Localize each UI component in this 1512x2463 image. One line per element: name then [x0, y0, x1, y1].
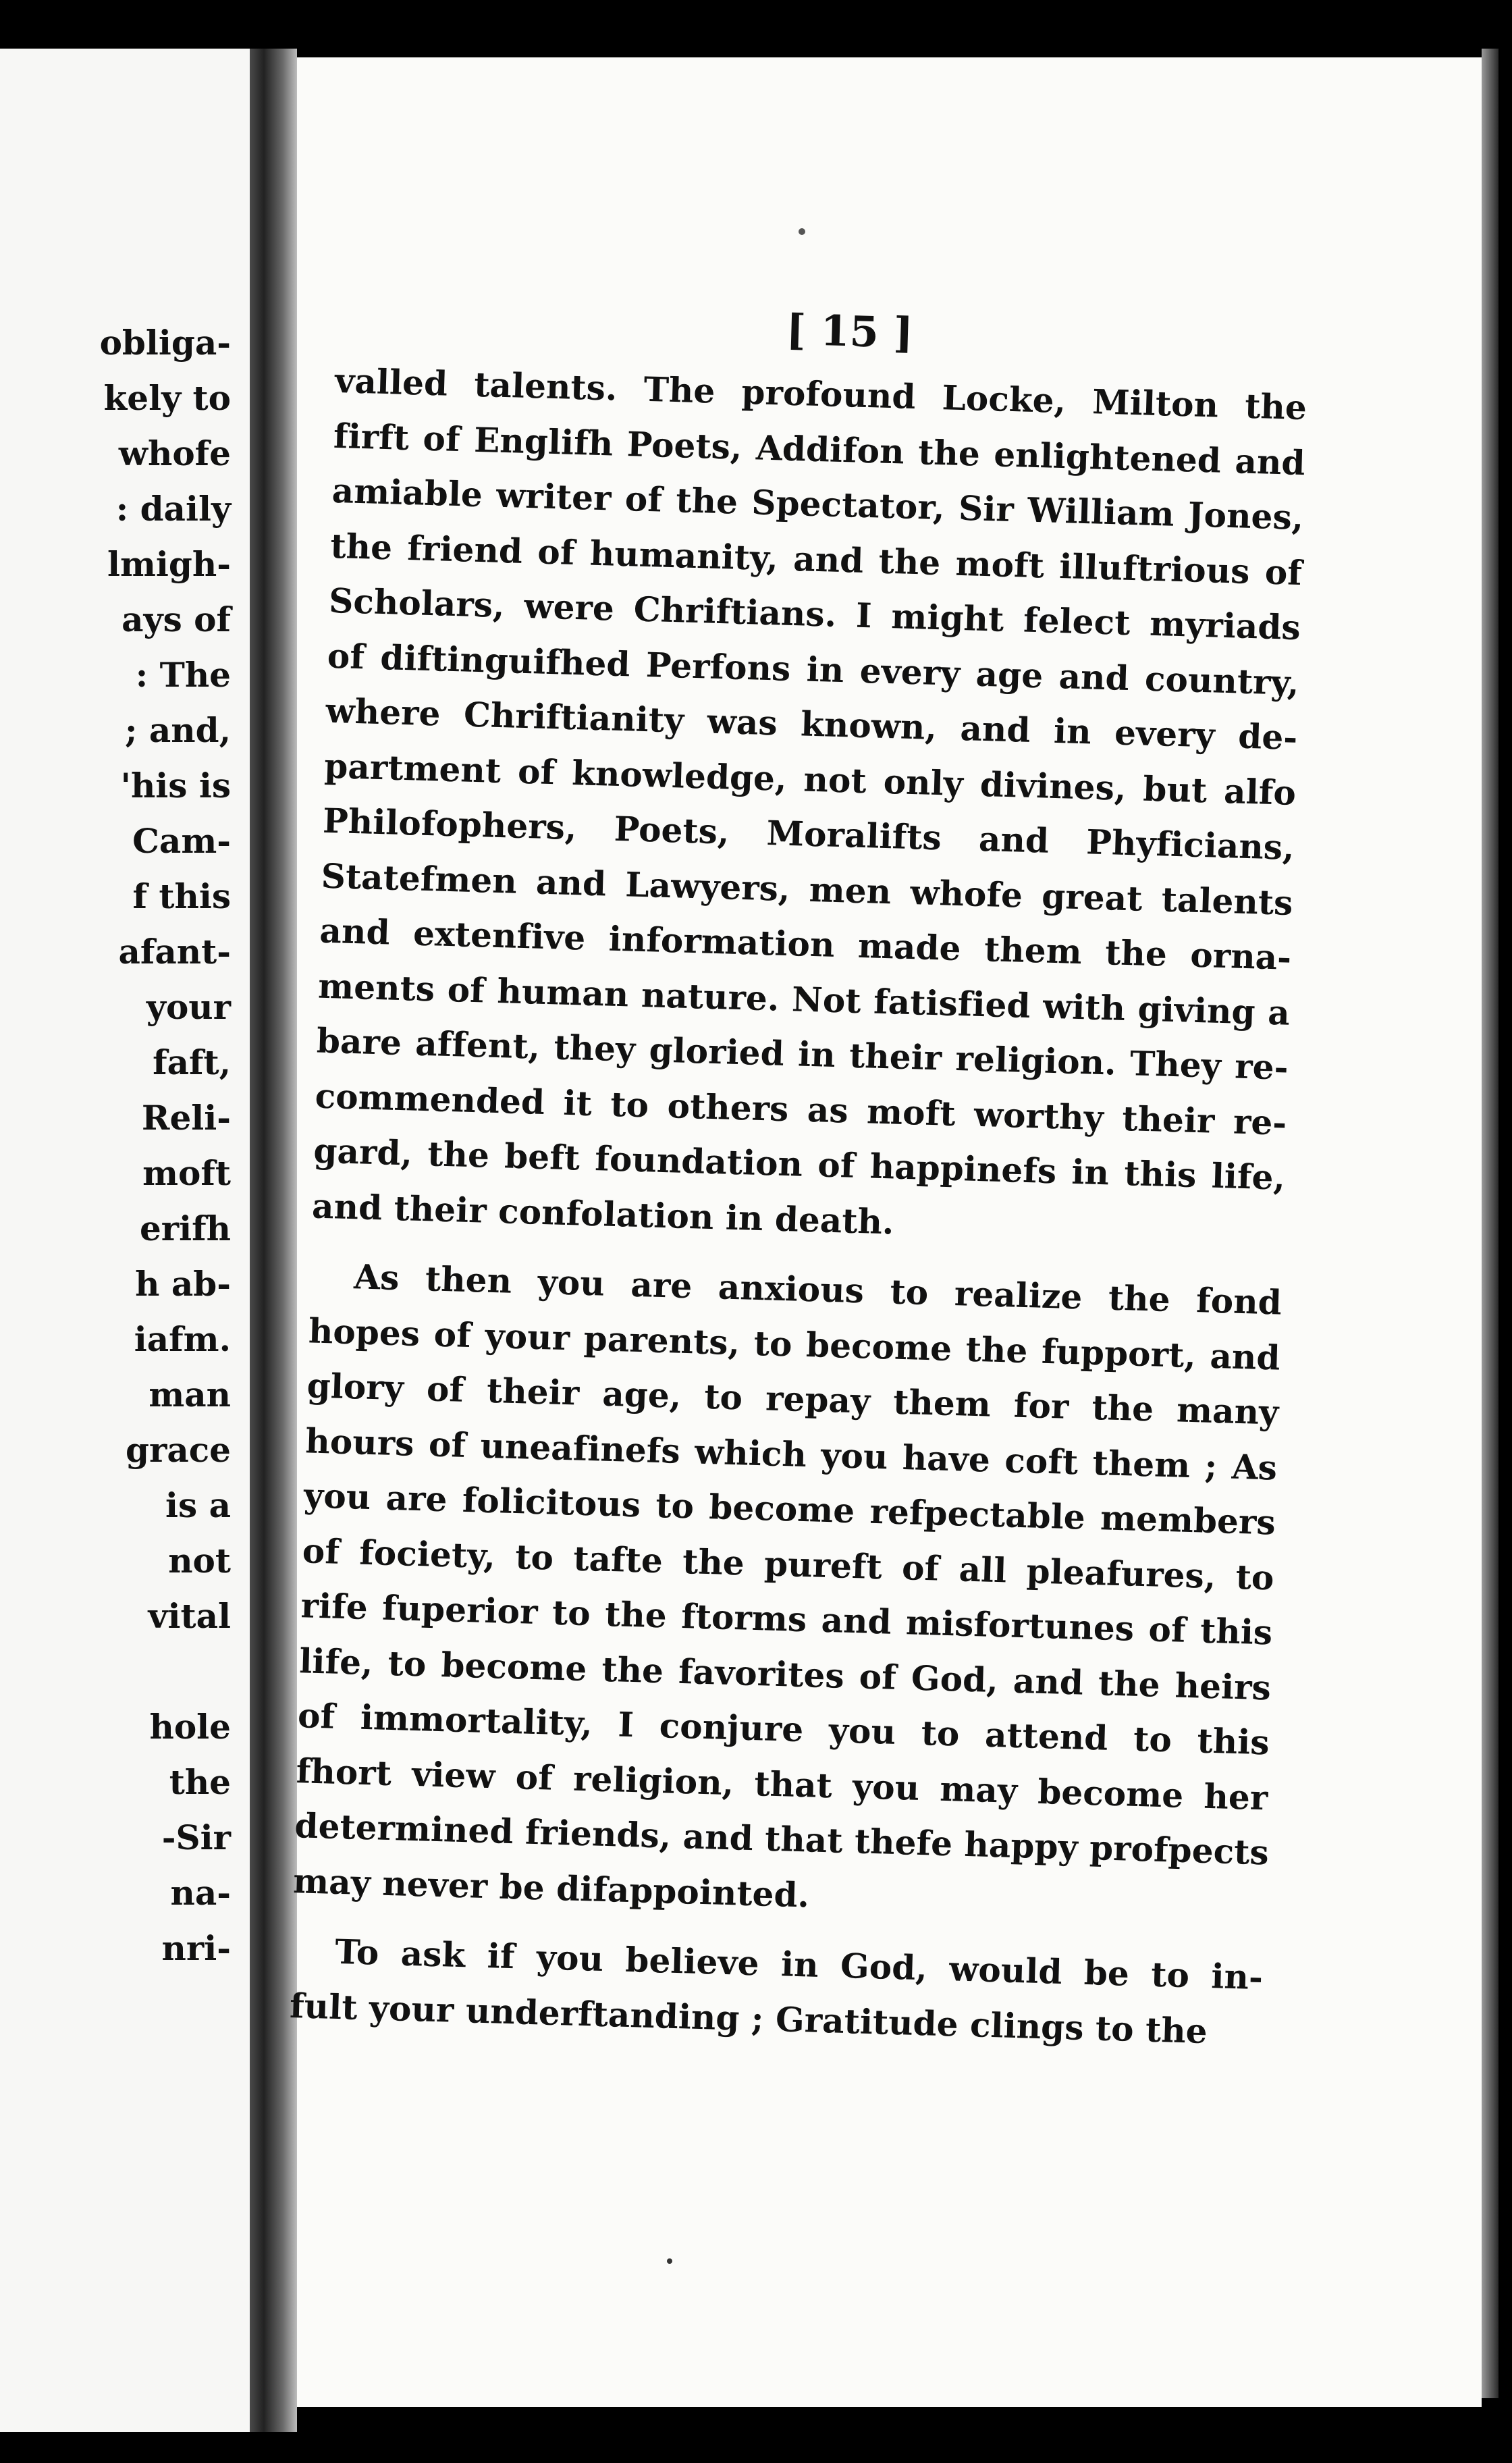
text-line: of immortality, I conjure you to attend to this [297, 1695, 1270, 1763]
page-number: [ 15 ] [785, 304, 914, 358]
text-line: glory of their age, to repay them for the many [306, 1365, 1280, 1433]
text-line: may never be difappointed. [292, 1860, 810, 1915]
text-line: Philofophers, Poets, Moralifts and Phyficians, [322, 800, 1295, 868]
left-page-line: man [148, 1375, 231, 1414]
left-page-line: : The [135, 655, 231, 695]
text-line: fult your underftanding ; Gratitude clings to the [289, 1985, 1208, 2051]
left-page-line: ays of [122, 600, 231, 639]
left-page-line: grace [126, 1430, 231, 1470]
text-line: amiable writer of the Spectator, Sir William Jones, [331, 470, 1305, 538]
left-page-text [0, 315, 231, 1976]
left-page-line: -Sir [161, 1818, 231, 1857]
left-page-line: na- [170, 1873, 231, 1913]
text-line: To ask if you believe in God, would be to in- [334, 1931, 1264, 1998]
text-line: life, to become the favorites of God, and the heirs [298, 1640, 1272, 1707]
left-page-line: faft, [153, 1042, 231, 1082]
left-page-line: h ab- [135, 1264, 231, 1304]
book-gutter [250, 49, 297, 2432]
left-page-line: not [168, 1541, 231, 1581]
left-page-line: Cam- [132, 821, 231, 861]
text-line: and extenfive information made them the orna- [319, 910, 1292, 978]
left-page-line: : daily [115, 489, 231, 529]
left-page-line [0, 1644, 231, 1699]
left-page-line: nri- [161, 1928, 231, 1968]
left-page-line: the [169, 1762, 231, 1802]
text-line: and their confolation in death. [311, 1185, 895, 1242]
text-line: you are folicitous to become refpectable members [303, 1475, 1276, 1543]
right-page-text-block [289, 294, 1309, 2060]
left-page-line: kely to [103, 378, 231, 418]
left-page-line: f this [132, 876, 231, 916]
text-line: Statefmen and Lawyers, men whofe great talents [321, 855, 1294, 923]
left-page-line: afant- [118, 932, 231, 972]
text-line: determined friends, and that thefe happy profpects [294, 1805, 1270, 1873]
text-line: gard, the beft foundation of happinefs in this life, [313, 1130, 1286, 1198]
text-line: valled talents. The profound Locke, Milton the [334, 360, 1307, 428]
text-line: hopes of your parents, to become the fupport, and [308, 1310, 1281, 1378]
left-page [0, 49, 250, 2432]
paragraph [311, 353, 1307, 1261]
text-line: of fociety, to tafte the pureft of all pleafures, to [302, 1530, 1275, 1597]
left-page-line: erifh [139, 1209, 231, 1248]
left-page-line: your [146, 987, 231, 1027]
left-page-line: vital [148, 1596, 231, 1636]
left-page-line: hole [149, 1707, 231, 1747]
text-line: where Chriftianity was known, and in every de- [325, 690, 1299, 758]
text-line: bare affent, they gloried in their religion. They re- [316, 1020, 1289, 1088]
text-line: hours of uneafinefs which you have coft them ; As [304, 1420, 1278, 1488]
text-line: ments of human nature. Not fatisfied with giving a [317, 965, 1291, 1033]
text-line: commended it to others as moft worthy their re- [315, 1076, 1288, 1143]
text-line: fhort view of religion, that you may become her [296, 1750, 1269, 1818]
text-line: of diftinguifhed Perfons in every age and country, [327, 635, 1300, 703]
text-line: rife fuperior to the ftorms and misfortunes of this [300, 1585, 1273, 1653]
left-page-line: ; and, [125, 710, 231, 750]
text-line: Scholars, were Chriftians. I might felect myriads [328, 580, 1301, 648]
text-line: As then you are anxious to realize the fond [353, 1256, 1282, 1323]
left-page-line: whofe [118, 433, 231, 473]
page-edge-shadow [1482, 49, 1498, 2398]
ink-speck [799, 228, 805, 235]
body-text [289, 353, 1307, 2060]
left-page-line: is a [165, 1485, 231, 1525]
left-page-line: obliga- [99, 323, 231, 363]
ink-speck [667, 2258, 672, 2264]
text-line: the friend of humanity, and the moft illuftrious of [329, 525, 1303, 593]
left-page-line: iafm. [134, 1319, 231, 1359]
text-line: firft of Englifh Poets, Addifon the enlightened and [333, 415, 1306, 483]
left-page-line: Reli- [141, 1098, 231, 1138]
left-page-line: moft [142, 1153, 231, 1193]
left-page-line: lmigh- [107, 544, 231, 584]
paragraph [292, 1248, 1282, 1935]
left-page-line: 'his is [120, 766, 231, 805]
text-line: partment of knowledge, not only divines, but alfo [323, 745, 1297, 813]
